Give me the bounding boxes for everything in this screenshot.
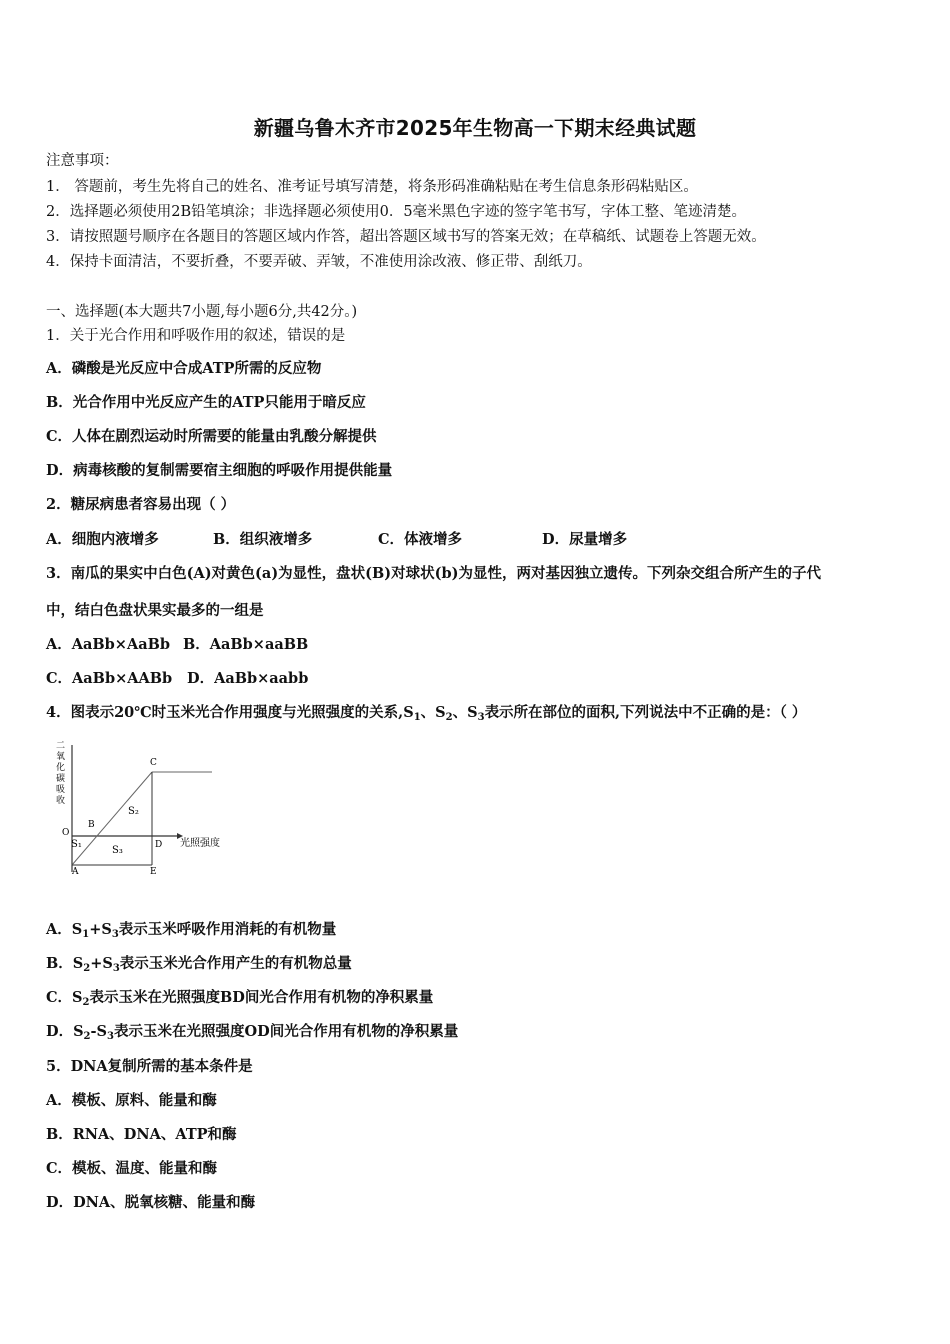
- q3-stem-line-1: 3．南瓜的果实中白色(A)对黄色(a)为显性，盘状(B)对球状(b)为显性，两对基因独立遗传。下列杂交组合所产生的子代: [46, 565, 822, 582]
- q1-option-d: D．病毒核酸的复制需要宿主细胞的呼吸作用提供能量: [46, 462, 393, 479]
- q3-option-c: C．AaBb×AABb: [46, 670, 173, 687]
- graph-label-e: E: [150, 867, 157, 877]
- q2-option-a: A．细胞内液增多: [46, 531, 159, 548]
- q4-s3-sub: 3: [477, 712, 485, 723]
- notice-item-4: 4．保持卡面清洁，不要折叠，不要弄破、弄皱，不准使用涂改液、修正带、刮纸刀。: [46, 254, 592, 270]
- graph-label-c: C: [150, 758, 157, 768]
- graph-ylabel-4: 碳: [56, 774, 66, 784]
- q4-stem-post: 表示所在部位的面积,下列说法中不正确的是：（ ）: [484, 704, 807, 721]
- q1-option-b: B．光合作用中光反应产生的ATP只能用于暗反应: [46, 394, 366, 411]
- q3-option-b: B．AaBb×aaBB: [183, 636, 309, 653]
- q2-stem: 2．糖尿病患者容易出现（ ）: [46, 496, 236, 513]
- notice-item-3: 3．请按照题号顺序在各题目的答题区域内作答，超出答题区域书写的答案无效；在草稿纸、试题卷上答题无效。: [46, 229, 766, 245]
- graph-ylabel-6: 收: [56, 796, 66, 806]
- q4-option-d: D．$S_2-S_3$表示玉米在光照强度OD间光合作用有机物的净积累量: [46, 1023, 459, 1042]
- q4-option-c: C．$S_2$表示玉米在光照强度BD间光合作用有机物的净积累量: [46, 989, 434, 1008]
- q2-option-d: D．尿量增多: [542, 531, 628, 548]
- section-title: 一、选择题(本大题共7小题,每小题6分,共42分。): [46, 304, 358, 320]
- q4-sep2: 、S: [452, 704, 478, 721]
- graph-ylabel-1: 二: [56, 741, 66, 751]
- q4-sep1: 、S: [420, 704, 446, 721]
- notice-item-1: 1． 答题前，考生先将自己的姓名、准考证号填写清楚，将条形码准确粘贴在考生信息条形码粘贴区。: [46, 179, 698, 195]
- notice-heading: 注意事项：: [46, 153, 119, 169]
- q3-stem-line-2: 中，结白色盘状果实最多的一组是: [46, 602, 264, 619]
- q1-option-c: C．人体在剧烈运动时所需要的能量由乳酸分解提供: [46, 428, 377, 445]
- graph-xlabel: 光照强度: [180, 838, 220, 849]
- graph-label-b: B: [88, 820, 95, 830]
- q4-option-b: B．$S_2+S_3$表示玉米光合作用产生的有机物总量: [46, 955, 352, 974]
- q4-stem-temp: 20℃: [114, 704, 152, 721]
- q5-option-a: A．模板、原料、能量和酶: [46, 1092, 217, 1109]
- graph-label-d: D: [155, 840, 163, 850]
- graph-label-o: O: [62, 828, 70, 838]
- q4-stem-mid: 时玉米光合作用强度与光照强度的关系,S: [151, 704, 414, 721]
- q4-stem: [46, 703, 806, 728]
- q3-option-a: A．AaBb×AaBb: [46, 636, 170, 653]
- q1-option-a: A．磷酸是光反应中合成ATP所需的反应物: [46, 360, 322, 377]
- graph-ylabel-3: 化: [56, 763, 66, 773]
- notice-item-2: 2．选择题必须使用2B铅笔填涂；非选择题必须使用0．5毫米黑色字迹的签字笔书写，字体工整、笔迹清楚。: [46, 204, 747, 220]
- q5-option-b: B．RNA、DNA、ATP和酶: [46, 1126, 237, 1143]
- q5-option-c: C．模板、温度、能量和酶: [46, 1160, 218, 1177]
- q4-stem-pre: 4．图表示: [46, 704, 115, 721]
- graph-ylabel-2: 氧: [56, 752, 66, 762]
- q5-stem: 5．DNA复制所需的基本条件是: [46, 1058, 253, 1075]
- q4-s1-sub: 1: [413, 712, 421, 723]
- page-title: 新疆乌鲁木齐市2025年生物高一下期末经典试题: [253, 116, 697, 140]
- q4-s2-sub: 2: [445, 712, 453, 723]
- graph-label-s3: S₃: [112, 845, 123, 856]
- q5-option-d: D．DNA、脱氧核糖、能量和酶: [46, 1194, 256, 1211]
- graph-ylabel-5: 吸: [56, 785, 66, 795]
- q3-option-d: D．AaBb×aabb: [187, 670, 309, 687]
- graph-label-s1: S₁: [71, 839, 82, 850]
- graph-label-s2: S₂: [128, 806, 139, 817]
- q4-option-a: A．$S_1+S_3$表示玉米呼吸作用消耗的有机物量: [46, 921, 337, 940]
- q2-option-b: B．组织液增多: [213, 531, 313, 548]
- graph-label-a: A: [72, 867, 79, 877]
- q1-stem: 1．关于光合作用和呼吸作用的叙述，错误的是: [46, 328, 346, 344]
- q4-graph: [52, 740, 252, 880]
- q2-option-c: C．体液增多: [378, 531, 463, 548]
